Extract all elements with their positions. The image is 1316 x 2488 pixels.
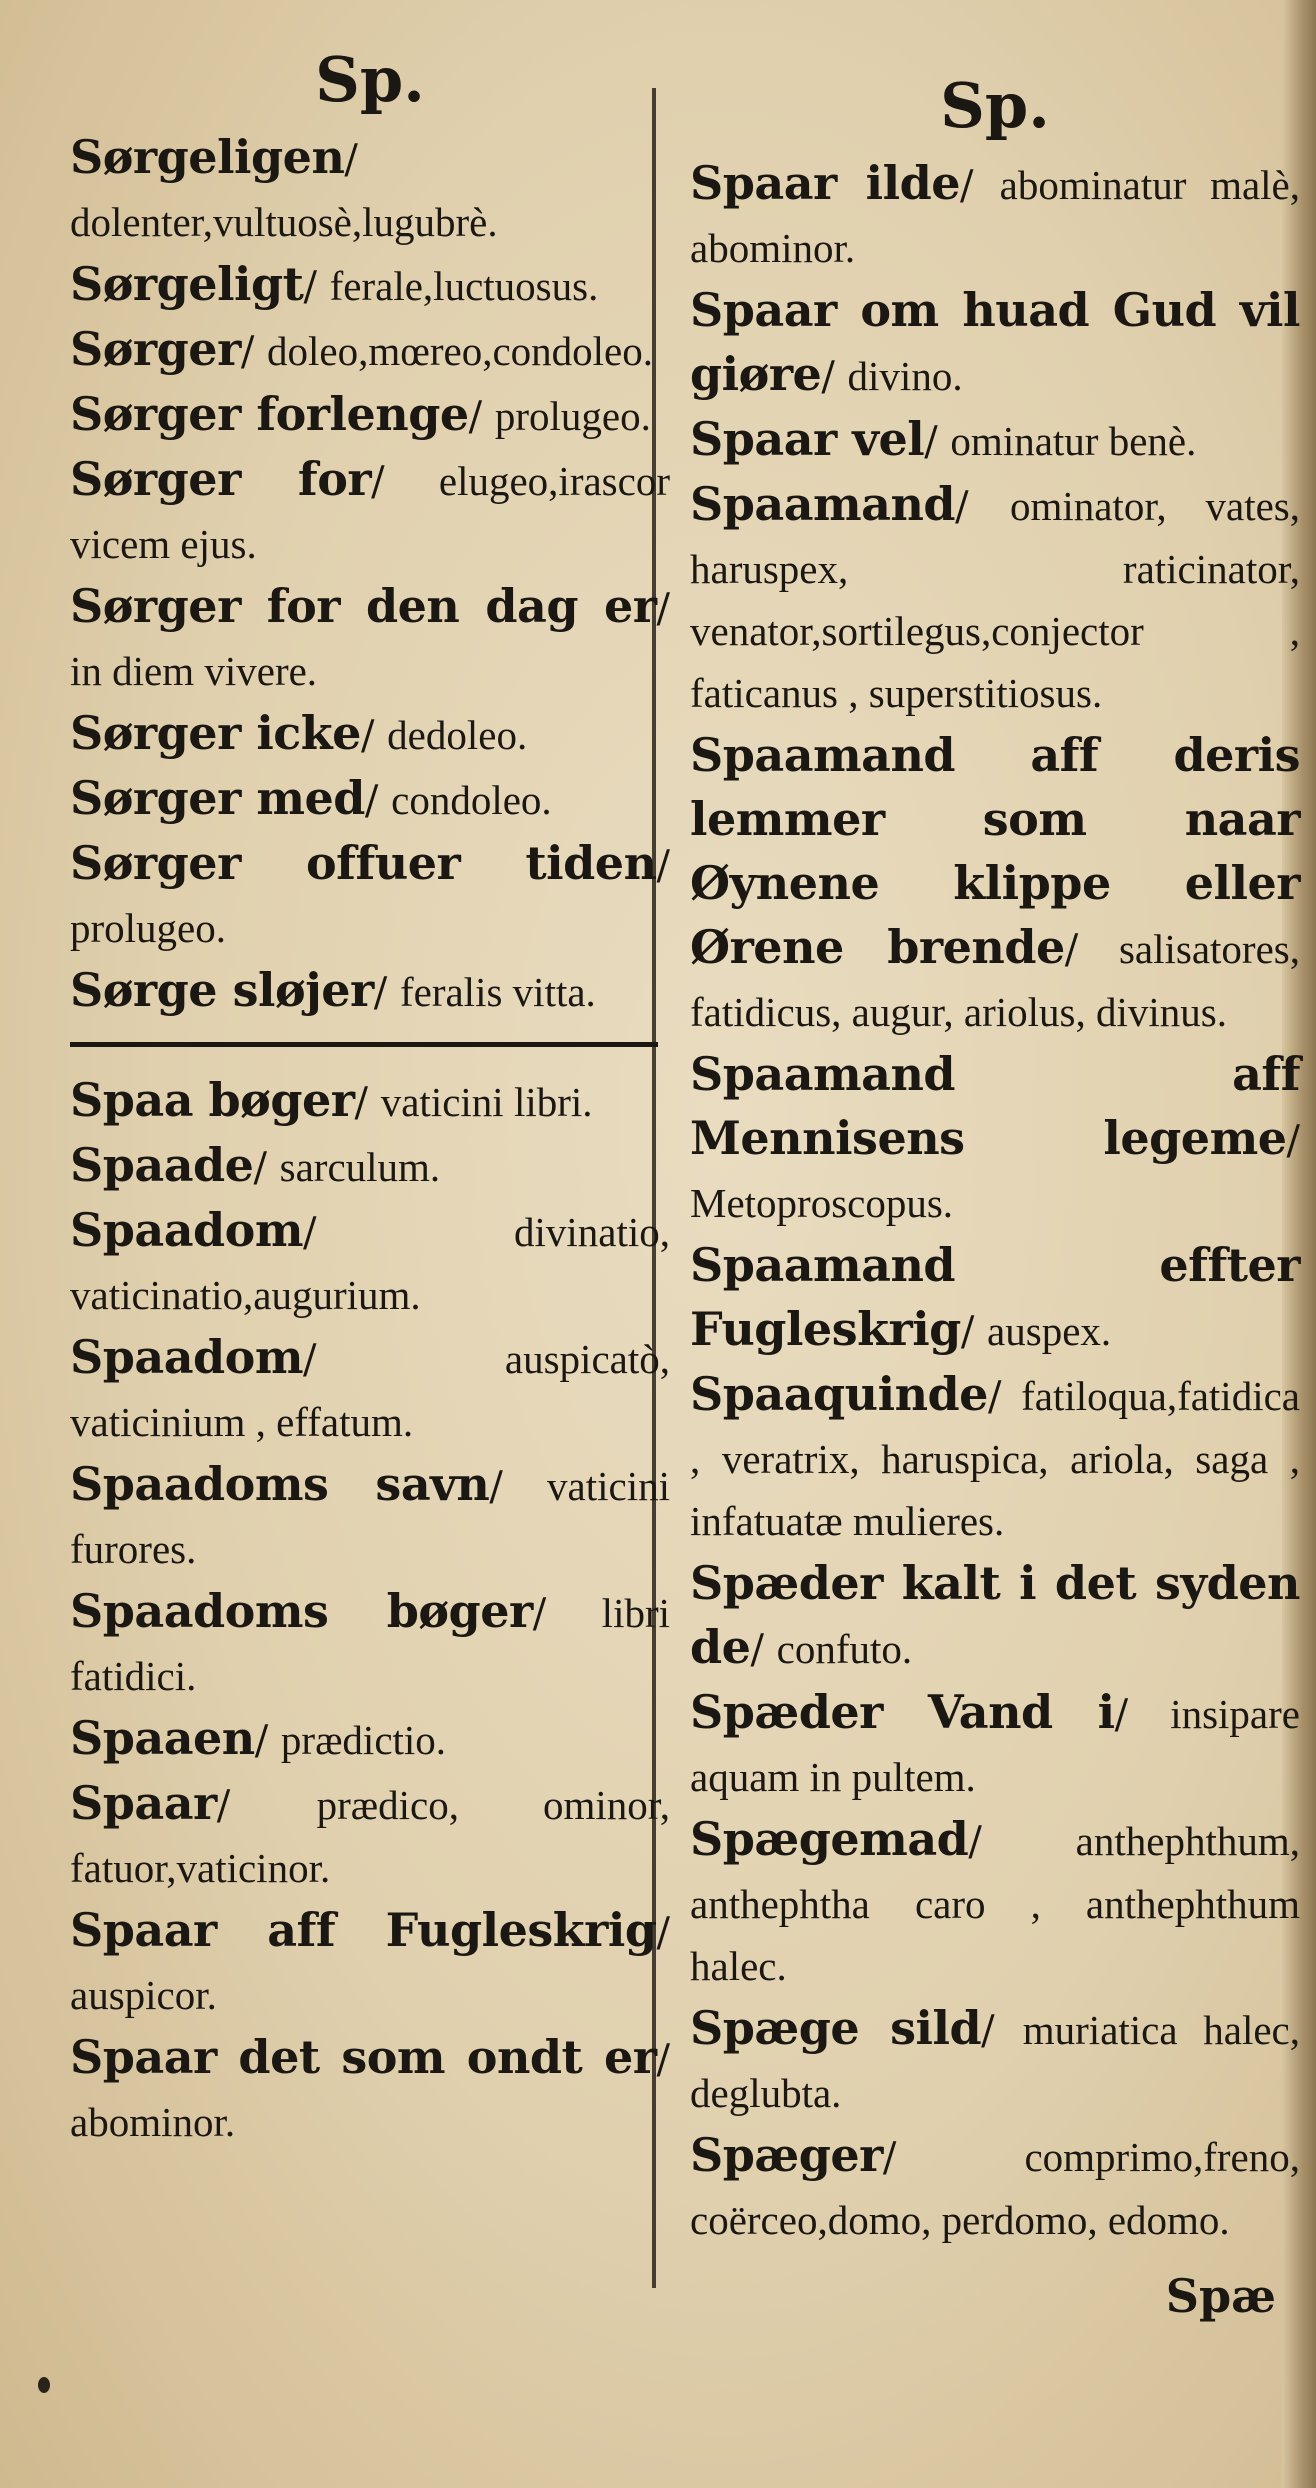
entry-separator: /: [344, 137, 358, 183]
section-divider: [70, 1042, 658, 1047]
entry-headword: Spægemad: [690, 1812, 969, 1866]
entry-separator: /: [960, 163, 1000, 209]
entry-separator: /: [750, 1627, 777, 1673]
dictionary-entry: [70, 1772, 670, 1899]
dictionary-entry: [690, 1808, 1300, 1997]
dictionary-entry: [690, 279, 1300, 408]
entry-separator: /: [216, 1783, 317, 1829]
dictionary-entry: [690, 1997, 1300, 2124]
catchword: Spæ: [1165, 2269, 1276, 2323]
entry-separator: /: [303, 264, 330, 310]
entry-gloss: ferale,luctuosus.: [329, 263, 599, 309]
dictionary-entry: [690, 1363, 1300, 1552]
dictionary-entry: [70, 575, 670, 702]
entry-separator: /: [253, 1145, 280, 1191]
entry-gloss: auspex.: [987, 1308, 1112, 1354]
entry-headword: Sørge sløjer: [70, 963, 374, 1017]
entry-separator: /: [1286, 1118, 1300, 1164]
entry-separator: /: [468, 394, 495, 440]
entry-headword: Sørger: [70, 322, 241, 376]
dictionary-entry: [70, 126, 670, 253]
entry-gloss: divinatio, vaticinatio,augurium.: [70, 1209, 670, 1318]
entry-headword: Spaamand effter Fugleskrig: [690, 1238, 1300, 1356]
dictionary-entry: [690, 473, 1300, 724]
entry-gloss: insipare aquam in pultem.: [690, 1691, 1300, 1800]
entry-separator: /: [656, 586, 670, 632]
entry-separator: /: [656, 1910, 670, 1956]
entry-separator: /: [656, 2037, 670, 2083]
entry-gloss: sarculum.: [279, 1144, 441, 1190]
entry-gloss: auspicatò, vaticinium , effatum.: [70, 1336, 670, 1445]
entry-headword: Spaa bøger: [70, 1073, 355, 1127]
dictionary-entry: [690, 2124, 1300, 2251]
entry-gloss: condoleo.: [391, 777, 552, 823]
entry-gloss: vaticini furores.: [70, 1463, 670, 1572]
dictionary-entry: [690, 1552, 1300, 1681]
entry-separator: /: [1064, 927, 1119, 973]
entry-gloss: elugeo,irascor vicem ejus.: [70, 458, 670, 567]
entry-gloss: salisatores, fatidicus, augur, ariolus, divinus.: [690, 926, 1300, 1035]
dictionary-entry: [70, 1453, 670, 1580]
entry-headword: Sørger for den dag er: [70, 579, 657, 633]
entry-separator: /: [303, 1337, 505, 1383]
entry-separator: /: [981, 2008, 1023, 2054]
entry-separator: /: [968, 1819, 1076, 1865]
entry-headword: Sørger icke: [70, 706, 361, 760]
entry-gloss: ominator, vates, haruspex, raticinator, venator,sortilegus,conjector , faticanus , superstitiosus.: [690, 483, 1300, 716]
entry-gloss: libri fatidici.: [70, 1590, 670, 1699]
dictionary-entry: [70, 1326, 670, 1453]
entry-separator: /: [364, 778, 392, 824]
entry-separator: /: [924, 419, 951, 465]
entry-gloss: ominatur benè.: [950, 418, 1197, 464]
entry-gloss: confuto.: [776, 1626, 913, 1672]
dictionary-entry: [70, 959, 670, 1024]
entry-gloss: feralis vitta.: [399, 969, 596, 1015]
entry-gloss: comprimo,freno, coërceo,domo, perdomo, edomo.: [690, 2134, 1300, 2243]
entry-gloss: dedoleo.: [387, 712, 528, 758]
entry-separator: /: [960, 1309, 988, 1355]
entry-headword: Spaar: [70, 1776, 217, 1830]
left-column: [70, 40, 670, 2153]
dictionary-entry: [70, 1134, 670, 1199]
dictionary-entry: [70, 702, 670, 767]
dictionary-entry: [690, 1234, 1300, 1363]
entry-headword: Spaar ilde: [690, 156, 961, 210]
entry-gloss: muriatica halec, deglubta.: [690, 2007, 1300, 2116]
entry-separator: /: [254, 1718, 281, 1764]
entry-headword: Spaadoms savn: [70, 1457, 490, 1511]
entry-headword: Spaamand aff Mennisens legeme: [690, 1047, 1300, 1165]
entry-separator: /: [656, 843, 670, 889]
entry-gloss: abominor.: [70, 2099, 236, 2145]
dictionary-entry: [690, 152, 1300, 279]
dictionary-entry: [70, 2026, 670, 2153]
entry-headword: Sørgeligt: [70, 257, 304, 311]
entry-gloss: auspicor.: [70, 1972, 217, 2018]
entry-separator: /: [354, 1080, 381, 1126]
dictionary-entry: [690, 1681, 1300, 1808]
entry-gloss: Metoproscopus.: [690, 1180, 954, 1226]
entry-gloss: vaticini libri.: [380, 1079, 593, 1125]
entry-gloss: in diem vivere.: [70, 648, 318, 694]
entry-headword: Spæder Vand i: [690, 1685, 1115, 1739]
entry-headword: Spaaen: [70, 1711, 255, 1765]
entry-separator: /: [821, 354, 848, 400]
entry-gloss: prolugeo.: [494, 393, 651, 439]
entry-headword: Spaadoms bøger: [70, 1584, 533, 1638]
entry-headword: Spaadom: [70, 1330, 304, 1384]
dictionary-entry: [70, 1069, 670, 1134]
entry-headword: Spaadom: [70, 1203, 304, 1257]
entry-gloss: prolugeo.: [70, 905, 226, 951]
entry-gloss: prædico, ominor, fatuor,vaticinor.: [70, 1782, 670, 1891]
entry-headword: Spaade: [70, 1138, 254, 1192]
entry-headword: Spaar om huad Gud vil giøre: [690, 283, 1300, 401]
right-column-header: Sp.: [940, 69, 1050, 142]
left-entries-a: [70, 126, 670, 1024]
ink-blot: [38, 2377, 50, 2393]
entry-gloss: anthephthum, anthephtha caro , anthephthum halec.: [690, 1818, 1300, 1989]
dictionary-entry: [70, 1707, 670, 1772]
entry-separator: /: [371, 459, 439, 505]
entry-headword: Spaar aff Fugleskrig: [70, 1903, 657, 1957]
entry-separator: /: [882, 2135, 1025, 2181]
dictionary-entry: [70, 448, 670, 575]
right-column: [690, 40, 1300, 2251]
entry-headword: Spaamand aff deris lemmer som naar Øynene klippe eller Ørene brende: [690, 728, 1300, 974]
entry-gloss: abominatur malè, abominor.: [690, 162, 1300, 271]
entry-gloss: divino.: [847, 353, 963, 399]
dictionary-entry: [70, 1580, 670, 1707]
entry-headword: Spaamand: [690, 477, 956, 531]
entry-separator: /: [955, 484, 1010, 530]
dictionary-entry: [690, 1043, 1300, 1234]
right-entries: [690, 152, 1300, 2251]
dictionary-entry: [70, 1899, 670, 2026]
entry-headword: Spæger: [690, 2128, 883, 2182]
entry-separator: /: [303, 1210, 514, 1256]
entry-separator: /: [987, 1374, 1022, 1420]
entry-separator: /: [360, 713, 388, 759]
entry-separator: /: [532, 1591, 602, 1637]
dictionary-entry: [70, 383, 670, 448]
entry-headword: Spaar det som ondt er: [70, 2030, 657, 2084]
entry-headword: Spæder kalt i det syden de: [690, 1556, 1300, 1674]
dictionary-entry: [70, 318, 670, 383]
dictionary-entry: [70, 767, 670, 832]
entry-headword: Sørger offuer tiden: [70, 836, 657, 890]
dictionary-entry: [70, 1199, 670, 1326]
entry-separator: /: [1114, 1692, 1171, 1738]
entry-headword: Spaar vel: [690, 412, 925, 466]
entry-separator: /: [489, 1464, 548, 1510]
left-entries-b: [70, 1069, 670, 2153]
entry-gloss: prædictio.: [280, 1717, 447, 1763]
entry-headword: Spæge sild: [690, 2001, 982, 2055]
entry-headword: Sørger med: [70, 771, 365, 825]
left-column-header: Sp.: [315, 43, 425, 116]
entry-headword: Spaaquinde: [690, 1367, 988, 1421]
entry-gloss: dolenter,vultuosè,lugubrè.: [70, 199, 498, 245]
entry-separator: /: [240, 329, 268, 375]
entry-headword: Sørgeligen: [70, 130, 345, 184]
entry-gloss: doleo,mœreo,condoleo.: [267, 328, 653, 374]
entry-headword: Sørger forlenge: [70, 387, 469, 441]
dictionary-entry: [690, 408, 1300, 473]
dictionary-entry: [70, 253, 670, 318]
entry-separator: /: [373, 970, 400, 1016]
entry-headword: Sørger for: [70, 452, 372, 506]
entry-gloss: fatiloqua,fatidica , veratrix, haruspica, ariola, saga , infatuatæ mulieres.: [690, 1373, 1300, 1544]
dictionary-entry: [70, 832, 670, 959]
dictionary-entry: [690, 724, 1300, 1043]
